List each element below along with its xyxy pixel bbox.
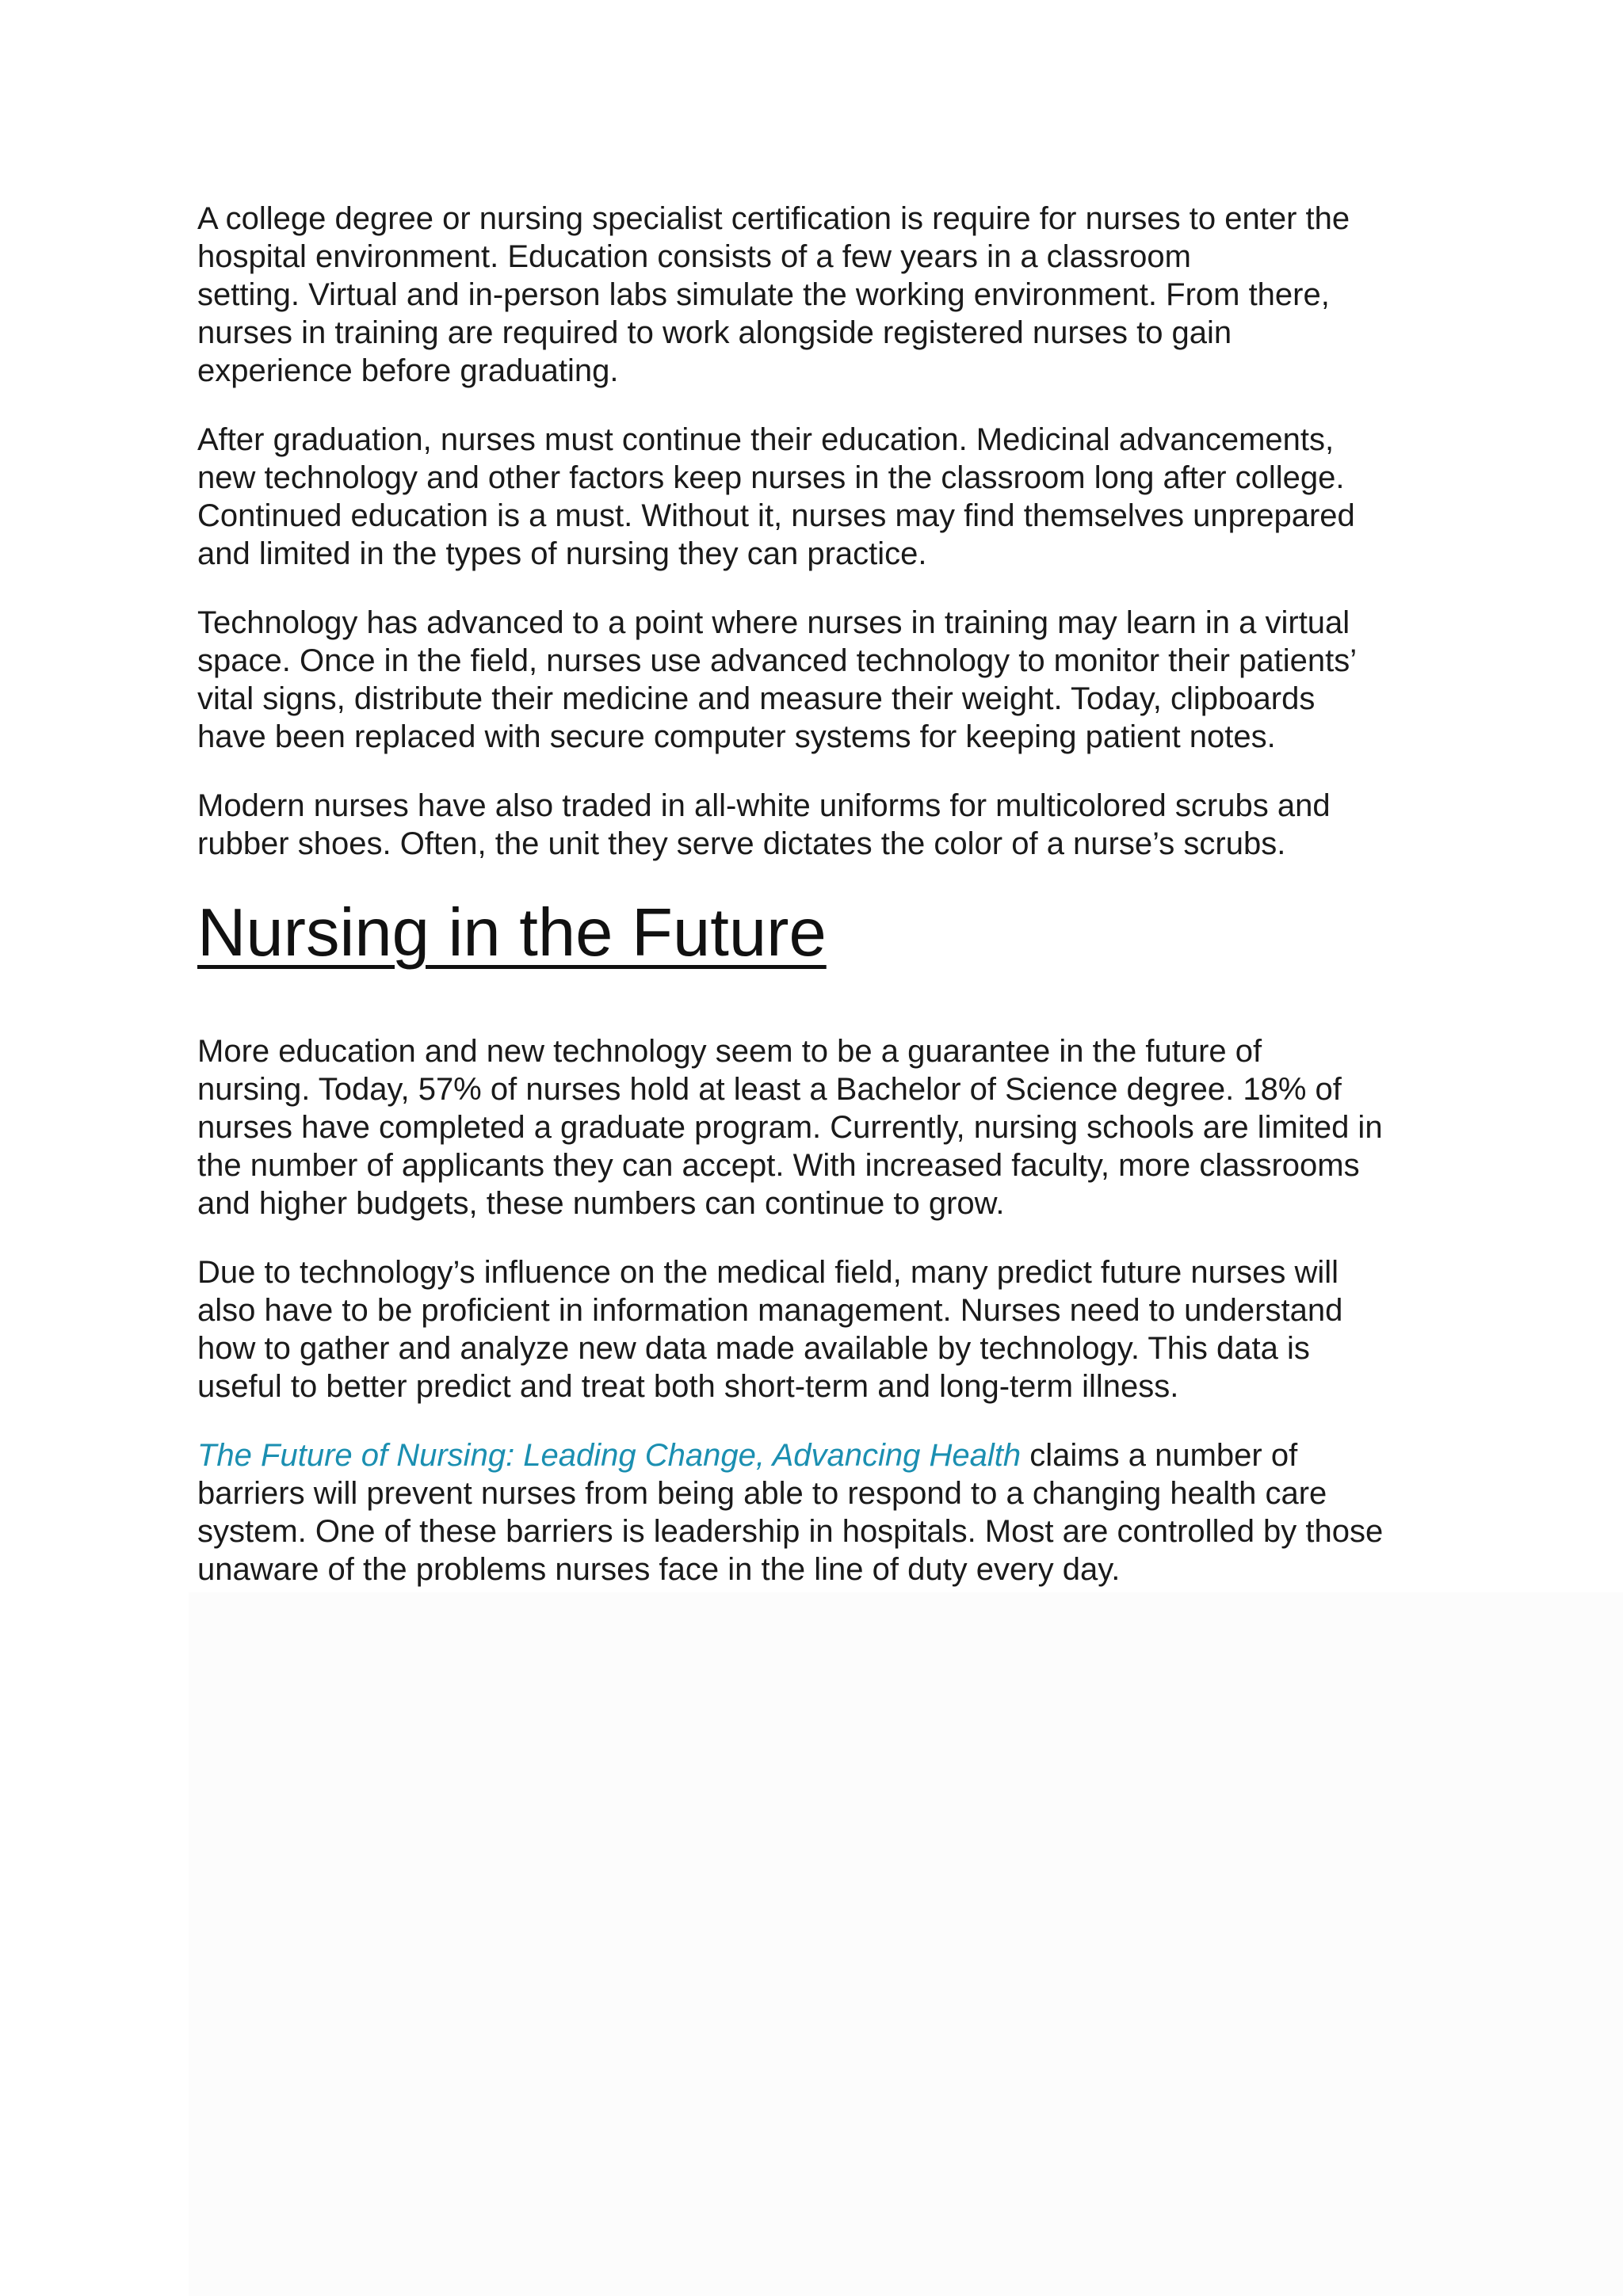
background-panel: [189, 1592, 1623, 2296]
article-body: [197, 200, 1434, 1619]
paragraph-barriers-text: claims a number of barriers will prevent nurses from being able to respond to a changing health care system. One of these barriers is leadership in hospitals. Most are controlled by those unaware of the problems nurses face in the line of duty every day.: [197, 1438, 1384, 1587]
paragraph-barriers: [197, 1436, 1434, 1589]
paragraph-education-requirements: A college degree or nursing specialist certification is require for nurses to enter the hospital environment. Education consists of a few years in a classroom setting. Virtual and in-person labs simulate the working environment. From there, nurses in training are required to work alongside registered nurses to gain experience before graduating.: [197, 201, 1350, 388]
section-heading: Nursing in the Future: [197, 895, 827, 971]
paragraph-uniforms: Modern nurses have also traded in all-white uniforms for multicolored scrubs and rubber shoes. Often, the unit they serve dictates the color of a nurse’s scrubs.: [197, 788, 1331, 861]
paragraph-information-management: Due to technology’s influence on the medical field, many predict future nurses will also have to be proficient in information management. Nurses need to understand how to gather and analyze new data made available by technology. This data is useful to better predict and treat both short-term and long-term illness.: [197, 1255, 1343, 1404]
paragraph-continued-education: After graduation, nurses must continue their education. Medicinal advancements, new technology and other factors keep nurses in the classroom long after college. Continued education is a must. Without it, nurses may find themselves unprepared and limited in the types of nursing they can practice.: [197, 422, 1355, 571]
paragraph-technology: Technology has advanced to a point where nurses in training may learn in a virtual space. Once in the field, nurses use advanced technology to monitor their patients’ vital signs, distribute their medicine and measure their weight. Today, clipboards have been replaced with secure computer systems for keeping patient notes.: [197, 605, 1358, 754]
paragraph-education-future: More education and new technology seem to be a guarantee in the future of nursing. Today, 57% of nurses hold at least a Bachelor of Science degree. 18% of nurses have completed a graduate program. Currently, nursing schools are limited in the number of applicants they can accept. With increased faculty, more classrooms and higher budgets, these numbers can continue to grow.: [197, 1034, 1383, 1221]
report-title-link[interactable]: The Future of Nursing: Leading Change, Advancing Health: [197, 1438, 1022, 1473]
